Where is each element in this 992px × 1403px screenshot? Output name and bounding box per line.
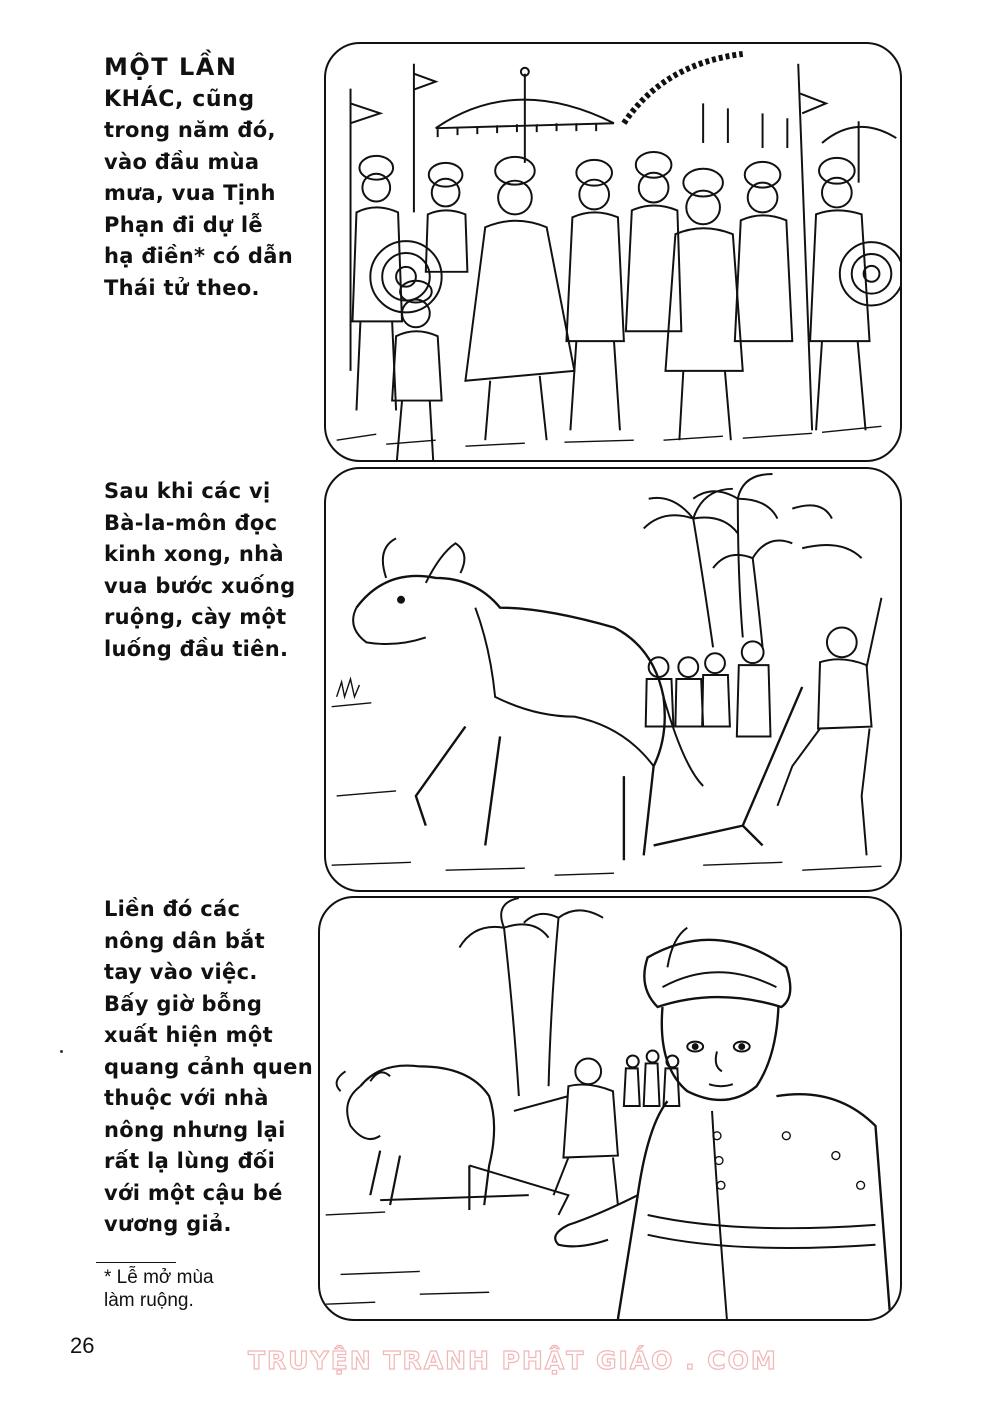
caption-line: tay vào việc. <box>104 960 258 984</box>
caption-line: Phạn đi dự lễ <box>104 212 263 237</box>
caption-line: hạ điền* có dẫn <box>104 244 293 268</box>
caption-line: MỘT LẦN <box>104 53 238 81</box>
caption-panel-2 <box>104 476 314 665</box>
watermark: TRUYỆN TRANH PHẬT GIÁO . COM <box>248 1346 778 1375</box>
caption-line: thuộc với nhà <box>104 1086 269 1110</box>
caption-line: vua bước xuống <box>104 573 296 598</box>
caption-line: KHÁC, cũng <box>104 86 255 112</box>
caption-line: Thái tử theo. <box>104 275 260 300</box>
page-number: 26 <box>70 1333 95 1358</box>
caption-panel-1 <box>104 52 314 304</box>
caption-line: Liền đó các <box>104 897 241 921</box>
stray-dot <box>60 1050 63 1053</box>
procession-illustration <box>326 44 900 460</box>
prince-illustration <box>320 898 900 1319</box>
caption-line: Bà-la-môn đọc <box>104 510 278 535</box>
footnote-line: làm ruộng. <box>104 1290 194 1311</box>
caption-line: vào đầu mùa <box>104 149 260 174</box>
caption-line: trong năm đó, <box>104 118 276 142</box>
caption-line: kinh xong, nhà <box>104 542 284 566</box>
caption-line: Bấy giờ bỗng <box>104 991 263 1016</box>
caption-panel-3 <box>104 894 314 1241</box>
caption-line: mưa, vua Tịnh <box>104 181 276 205</box>
footnote-line: * Lễ mở mùa <box>104 1267 214 1288</box>
caption-line: với một cậu bé <box>104 1180 283 1205</box>
footnote-rule <box>96 1262 176 1263</box>
caption-line: luống đầu tiên. <box>104 636 289 661</box>
caption-line: nông dân bắt <box>104 928 265 953</box>
caption-line: quang cảnh quen <box>104 1054 313 1079</box>
caption-line: Sau khi các vị <box>104 479 271 503</box>
caption-line: vương giả. <box>104 1212 232 1236</box>
caption-line: rất lạ lùng đối <box>104 1149 276 1173</box>
caption-line: ruộng, cày một <box>104 605 287 629</box>
panel-prince-watching <box>318 896 902 1321</box>
caption-line: nông nhưng lại <box>104 1117 286 1142</box>
panel-royal-procession <box>324 42 902 462</box>
plowing-illustration <box>326 469 900 890</box>
panel-king-plowing <box>324 467 902 892</box>
caption-line: xuất hiện một <box>104 1023 273 1047</box>
footnote <box>104 1266 304 1312</box>
